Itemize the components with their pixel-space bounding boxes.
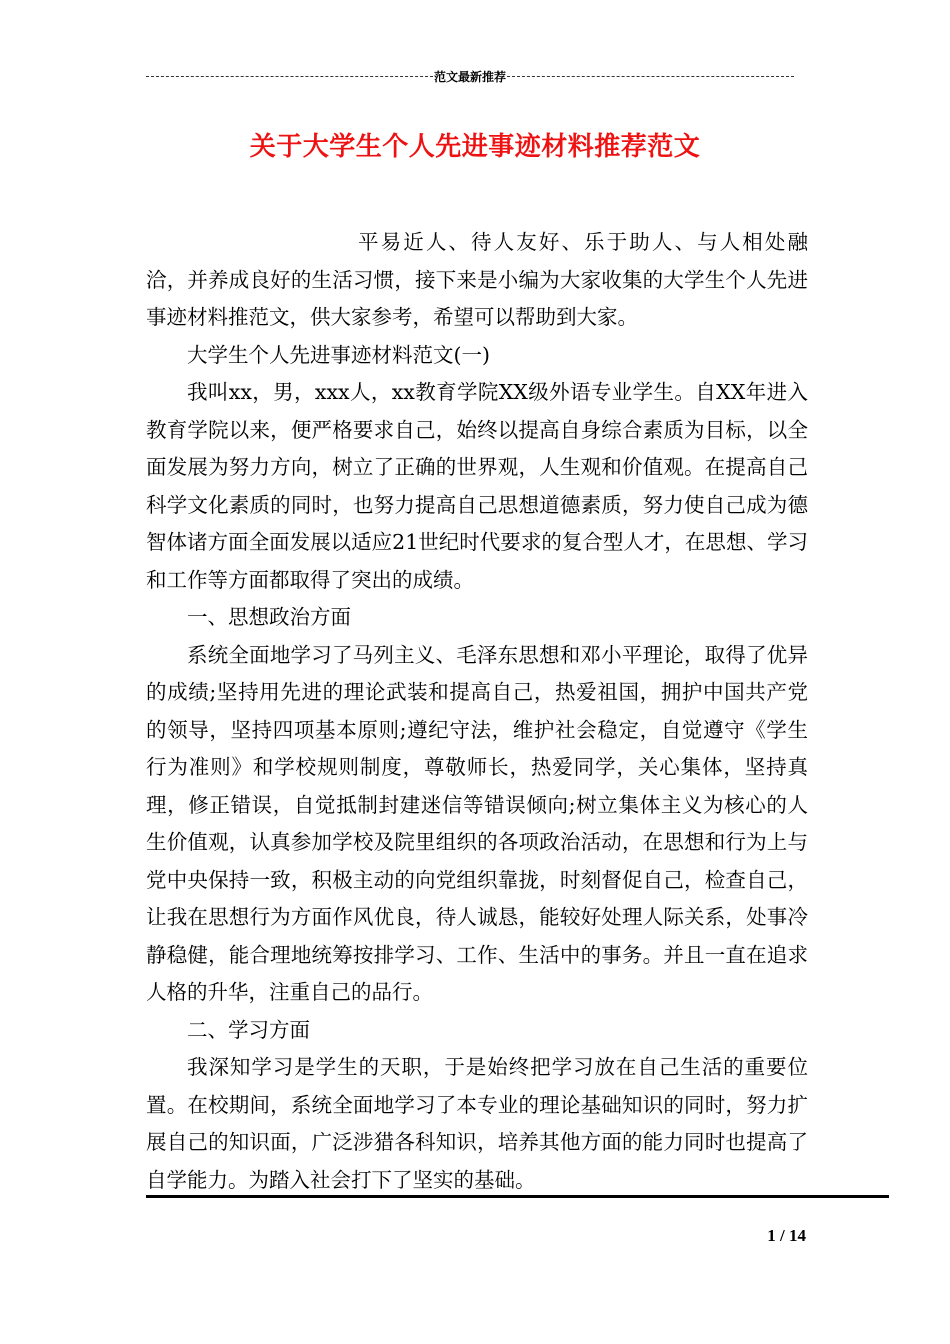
body-paragraph: 系统全面地学习了马列主义、毛泽东思想和邓小平理论，取得了优异的成绩;坚持用先进的理论武装和提高自己，热爱祖国，拥护中国共产党的领导，坚持四项基本原则;遵纪守法，维护社会稳定，自觉遵守《学生行为准则》和学校规则制度，尊敬师长，热爱同学，关心集体，坚持真理，修正错误，自觉抵制封建迷信等错误倾向;树立集体主义为核心的人生价值观，认真参加学校及院里组织的各项政治活动，在思想和行为上与党中央保持一致，积极主动的向党组织靠拢，时刻督促自己，检查自己，让我在思想行为方面作风优良，待人诚恳，能较好处理人际关系，处事冷静稳健，能合理地统筹按排学习、工作、生活中的事务。并且一直在追求人格的升华，注重自己的品行。 [146,642,808,1004]
footer-rule [146,1195,889,1198]
document-body [146,224,808,1199]
intro-paragraph: 平易近人、待人友好、乐于助人、与人相处融洽，并养成良好的生活习惯，接下来是小编为大家收集的大学生个人先进事迹材料推范文，供大家参考，希望可以帮助到大家。 [146,230,808,329]
body-paragraph: 我深知学习是学生的天职，于是始终把学习放在自己生活的重要位置。在校期间，系统全面地学习了本专业的理论基础知识的同时，努力扩展自己的知识面，广泛涉猎各科知识，培养其他方面的能力同时也提高了自学能力。为踏入社会打下了坚实的基础。 [146,1055,808,1192]
header-label: 范文最新推荐 [434,69,507,84]
header-dash-right [507,76,794,77]
body-paragraph: 我叫xx，男，xxx人，xx教育学院XX级外语专业学生。自XX年进入教育学院以来，便严格要求自己，始终以提高自身综合素质为目标，以全面发展为努力方向，树立了正确的世界观，人生观和价值观。在提高自己科学文化素质的同时，也努力提高自己思想道德素质，努力使自己成为德智体诸方面全面发展以适应21世纪时代要求的复合型人才，在思想、学习和工作等方面都取得了突出的成绩。 [146,380,808,592]
page-header [146,66,794,86]
section-heading-study: 二、学习方面 [187,1017,310,1042]
page-number: 1 / 14 [767,1226,806,1245]
section-heading-example-one: 大学生个人先进事迹材料范文(一) [187,342,490,367]
header-dash-left [146,76,433,77]
document-title: 关于大学生个人先进事迹材料推荐范文 [249,132,701,162]
section-heading-politics: 一、思想政治方面 [187,605,351,629]
